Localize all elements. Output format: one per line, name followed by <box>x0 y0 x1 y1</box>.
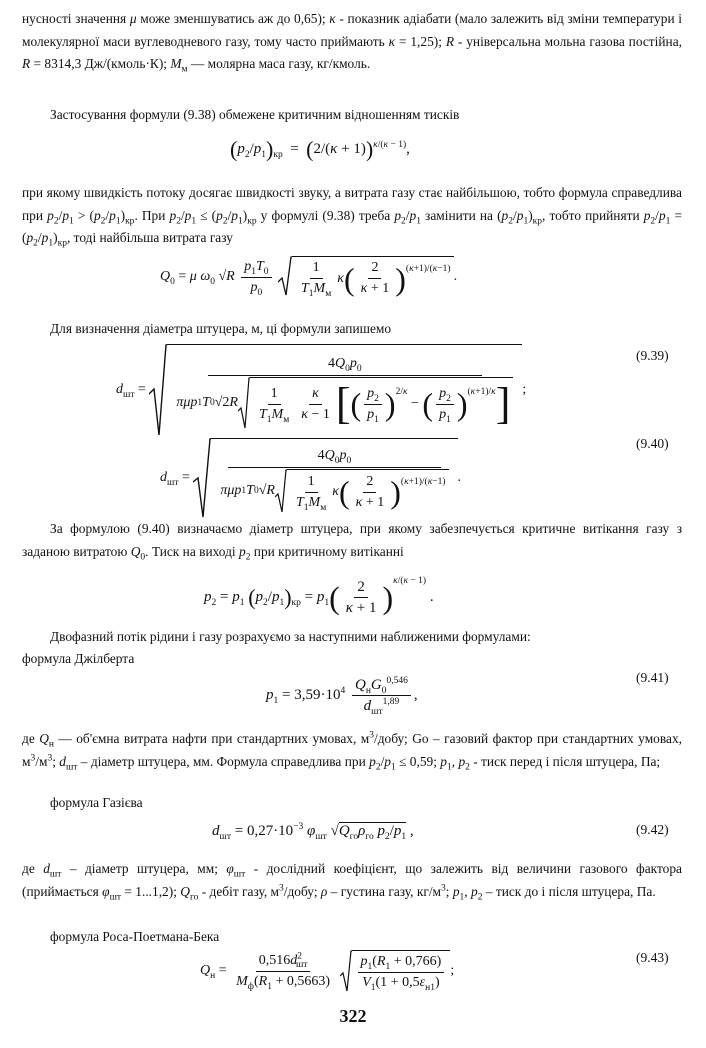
equation-number-9-41: (9.41) <box>636 670 669 685</box>
equation-9-41-d-exponent: 1,89 <box>382 697 400 707</box>
equation-number-9-42: (9.42) <box>636 822 669 837</box>
equation-9-41: $p_1 = 3,59\cdot 10^4$ $\frac{Q_нG_0^{0,546}}{d_{шт}^{1,89}}$ , <box>266 676 418 717</box>
paragraph-2: Застосування формули (9.38) обмежене критичним відношенням тисків <box>50 107 460 122</box>
equation-9-43-coefficient: 0,516 <box>258 952 291 968</box>
equation-9-41-coefficient: 3,59·10 <box>294 686 341 703</box>
equation-9-42-coefficient-exponent: −3 <box>293 822 304 832</box>
equation-critical-ratio: $(p_2/p_1)_{кр} = (2/(\kappa + 1))^{\kappa/(\kappa - 1)}$, <box>230 136 410 162</box>
equation-number-9-40: (9.40) <box>636 436 669 451</box>
equation-number-9-43: (9.43) <box>636 950 669 965</box>
equation-number-9-39: (9.39) <box>636 348 669 363</box>
paragraph-4: Для визначення діаметра штуцера, м, ці формули запишемо <box>50 321 392 336</box>
equation-9-43-const-b: 0,5663 <box>286 973 326 989</box>
equation-9-42: $d_{шт} = 0,27\cdot 10^{-3}$ $\varphi_{шт}$ $√Q_{го}\rho_{го}$ $p_2/p_1$ , <box>212 822 414 842</box>
paragraph-7: формула Джілберта <box>22 651 135 666</box>
equation-9-43-const-c: 0,5 <box>402 975 420 990</box>
paragraph-3: при якому швидкість потоку досягає швидкості звуку, а витрата газу стає найбільшою, тобто формула справедлива при $p_2/p_1 > (p_2/p_1)_{кр}$. При $p_2/p_1 \le (p_2/p_1)_{кр}$ у формулі (9.38) треба $p_2/p_1$ замінити на $(p_2/p_1)_{кр}$, тобто прийняти $p_2/p_1 = (p_2/p_1)_{кр}$, тоді найбільша витрата газу <box>22 185 682 249</box>
paragraph-1: нусності значення μ може зменшуватись аж до 0,65); κ - показник адіабати (мало залежить від зміни температури і молекулярної маси вуглеводневого газу, тому часто приймають κ = 1,25); R - універсальна мольна газова постійна, R = 8314,3 Дж/(кмоль·К); $M_м$ — молярна маса газу, кг/кмоль. <box>22 11 682 75</box>
paragraph-8: де $Q_н$ — об'ємна витрата нафти при стандартних умовах, $м^3$/добу; Go – газовий фактор при стандартних умовах, $м^3/м^3$; $d_{шт}$ – діаметр штуцера, мм. Формула справедлива при $p_2/p_1 \le 0,59$; $p_1$, $p_2$ - тиск перед і після штуцера, Па; <box>22 730 682 773</box>
paragraph-5: За формулою (9.40) визначаємо діаметр штуцера, при якому забезпечується критичне витікання газу з заданою витратою $Q_0$. Тиск на виході $p_2$ при критичному витіканні <box>22 521 682 563</box>
paragraph-6: Двофазний потік рідини і газу розрахуємо за наступними наближеними формулами: <box>50 629 531 644</box>
equation-max-flow: $Q_0 = \mu$ $\omega_0$ √R $\frac{p_1T_0}{p_0}$ $\frac{1}{T_1M_м}$ κ ( $\frac{2}{\kappa + 1}$ ) $^{(\kappa +1)/(\kappa -1)}$ . <box>160 256 457 298</box>
equation-outlet-pressure: $p_2 = p_1$ $(p_2/p_1)_{кр} = p_1$( $\frac{2}{\kappa + 1}$ )$^{\kappa/(\kappa - 1)}$ . <box>204 575 434 616</box>
paragraph-9: формула Газієва <box>50 795 143 810</box>
page-number: 322 <box>339 1006 367 1026</box>
equation-9-43-const-a: 0,766 <box>405 954 437 969</box>
equation-9-42-coefficient: 0,27·10 <box>246 823 294 839</box>
paragraph-10: де $d_{шт}$ – діаметр штуцера, мм; $\varphi_{шт}$ - дослідний коефіцієнт, що залежить від величини газового фактора (приймається $\varphi_{шт} = 1...1,2$); $Q_{го}$ - дебіт газу, $м^3$/добу; ρ – густина газу, $кг/м^3$; $p_1$, $p_2$ – тиск до і після штуцера, Па. <box>22 861 682 903</box>
paragraph-11: формула Роса-Поетмана-Бека <box>50 929 220 944</box>
equation-9-41-coefficient-exponent: 4 <box>340 685 346 696</box>
equation-9-39: $d_{шт}$ = $4Q_0p_0$ πμp 1 T 0 √2 R $\frac{1}{T_1M_м}$ $\frac{\kappa}{\kappa - 1}$ [ ( $\frac{p_2}{p_1}$ ) $^{2/\kappa}$ − ( $\frac{p_2}{p_1}$ ) $^{(\kappa +1)/\kappa}$ ] ; <box>116 344 526 436</box>
equation-9-40: $d_{шт}$ = $4Q_0p_0$ πμp 1 T 0 √ R $\frac{1}{T_1M_м}$ κ ( $\frac{2}{\kappa + 1}$ ) $^{(\kappa +1)/(\kappa -1)}$ . <box>160 438 461 518</box>
equation-9-43: $Q_н$ = $\frac{0,516d^2_{шт}}{M_ф(R_1 + 0,5663)}$ $\frac{p_1(R_1 + 0,766)}{V_1(1 + 0,5\varepsilon_{н1})}$ ; <box>200 950 455 993</box>
equation-9-41-g0-exponent: 0,546 <box>386 676 408 686</box>
